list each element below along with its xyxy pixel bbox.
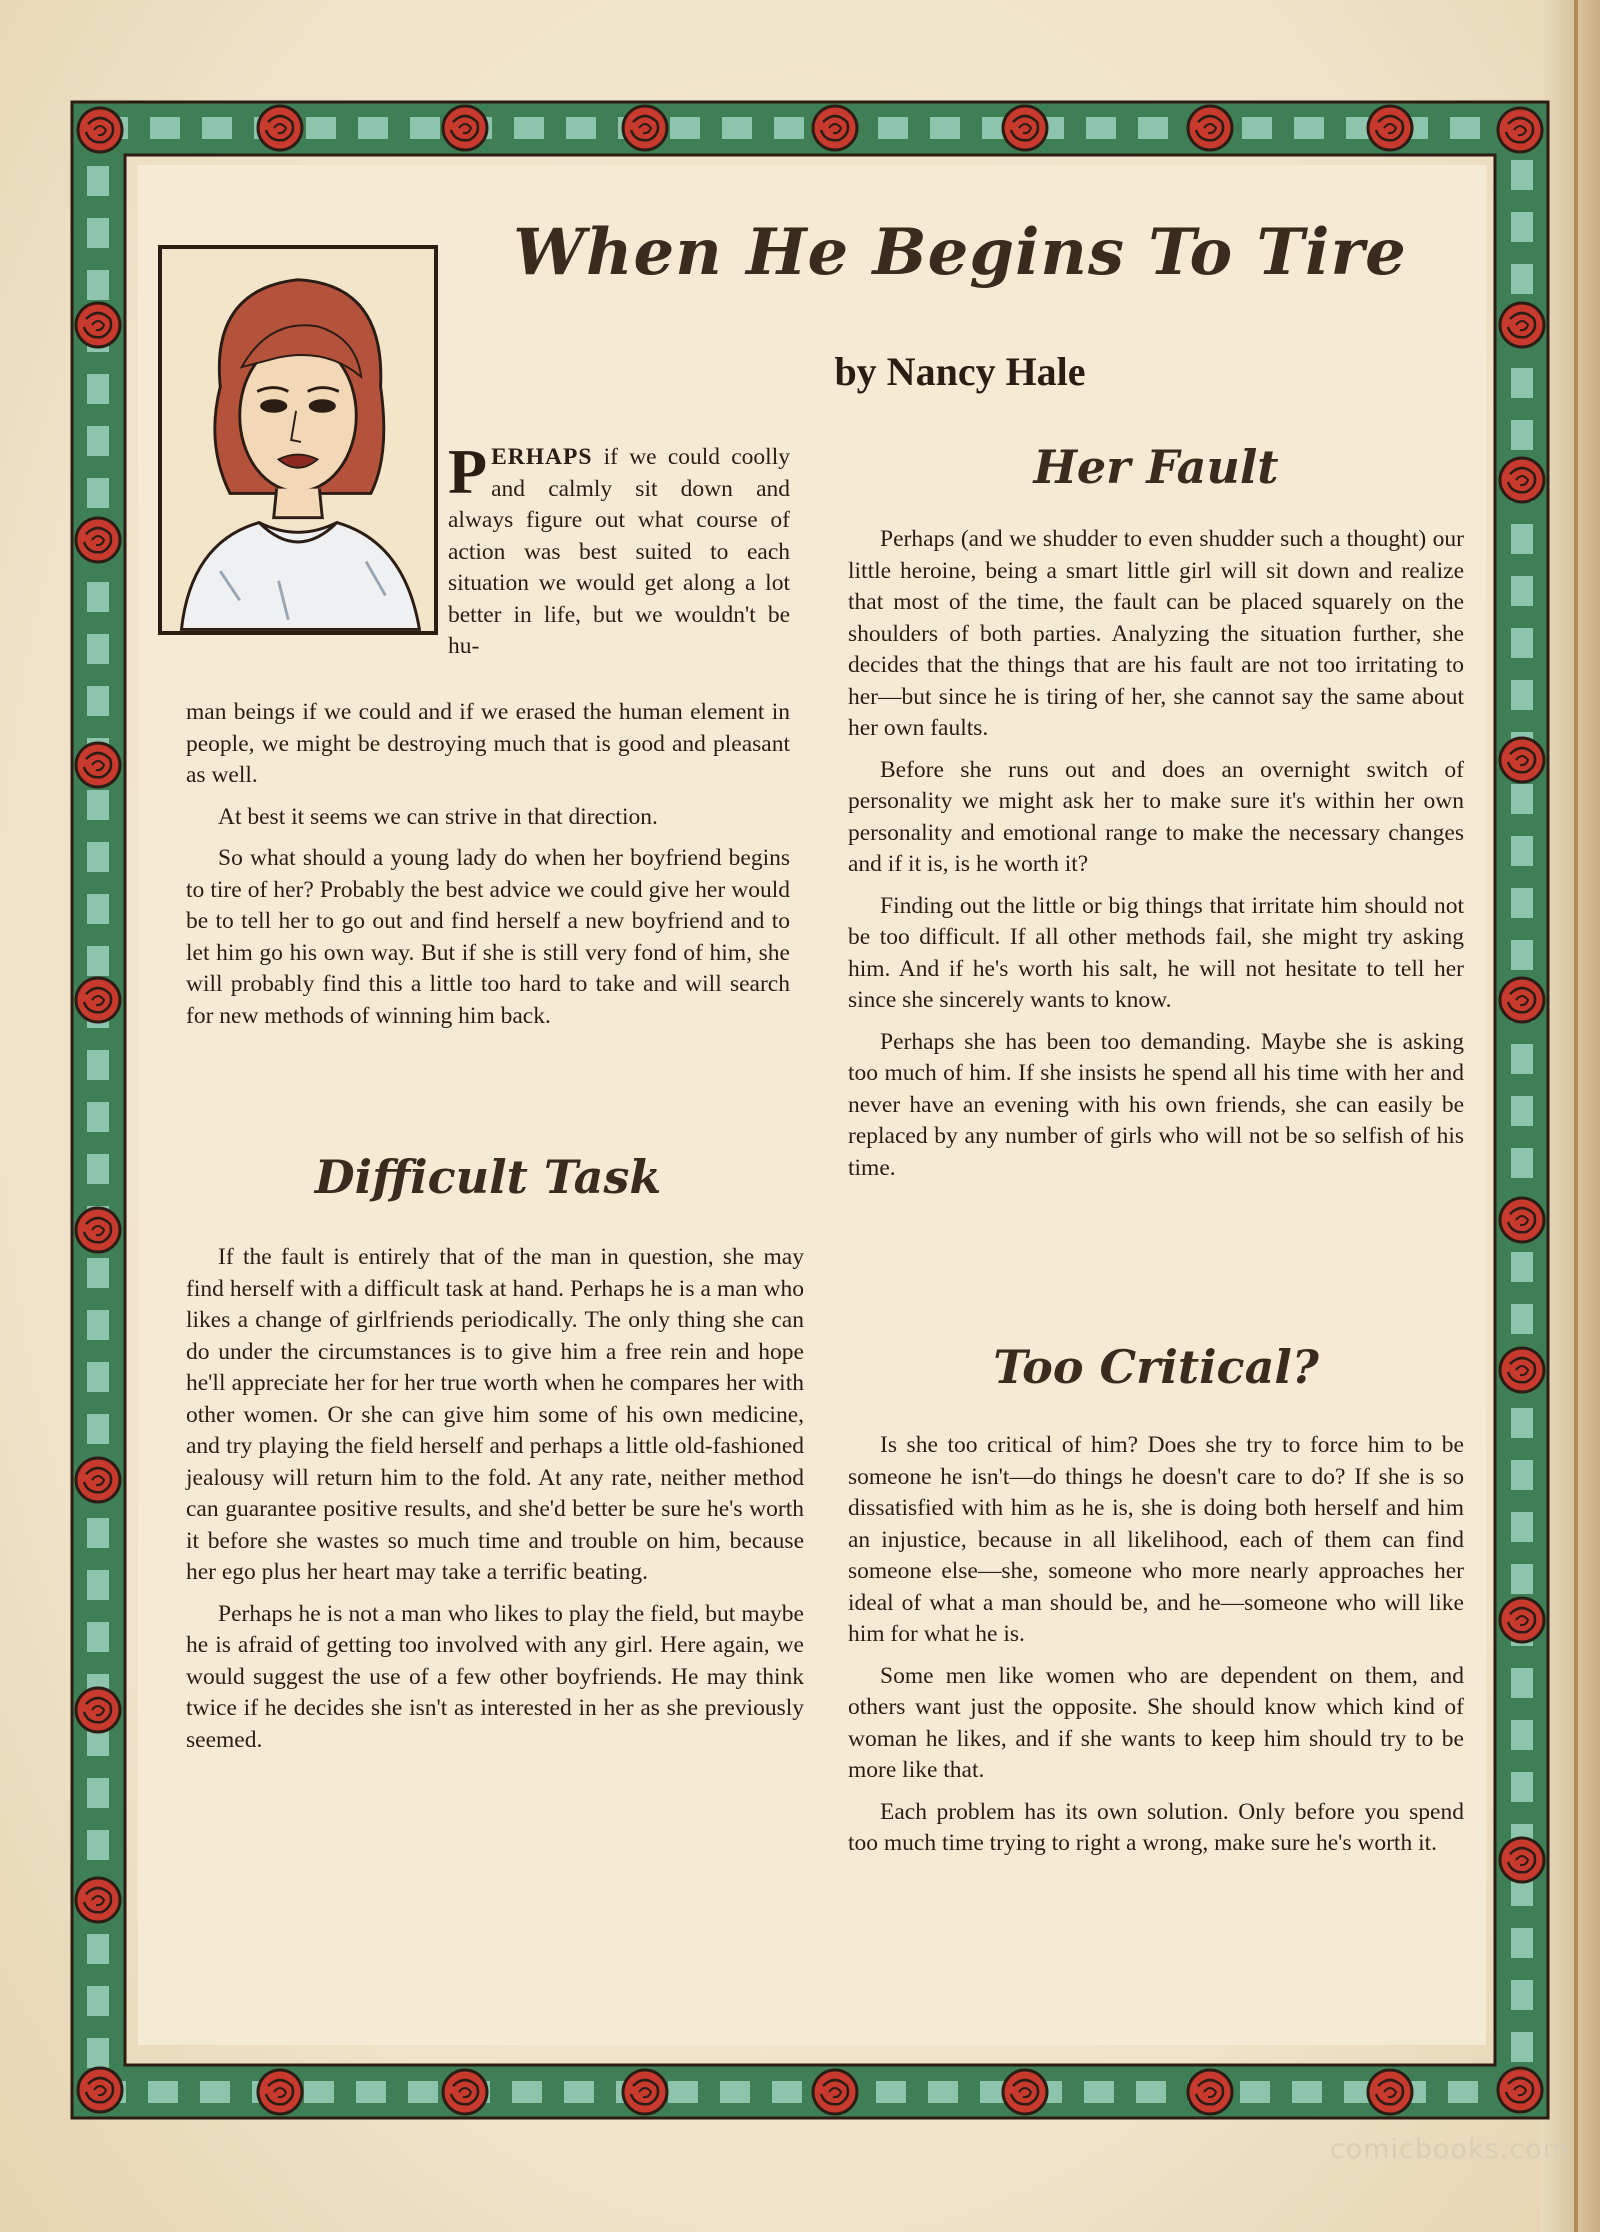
paragraph: Perhaps she has been too demanding. Maybe she is asking too much of him. If she insists he spend all his time with her and never have an evening with his own friends, she can easily be replaced by any number of girls who will not be so selfish of his time. [848,1028,1464,1181]
article-byline: by Nancy Hale [834,349,1086,394]
woman-portrait-illustration [158,245,438,635]
paragraph: Finding out the little or big things that irritate him should not be too difficult. If all other methods fail, she might try asking him. And if he's worth his salt, he will not hesitate to tell her since she sincerely wants to know. [848,892,1464,1013]
left-column-intro [186,697,790,1042]
section-heading-difficult-task: Difficult Task [314,1150,662,1204]
paragraph: Before she runs out and does an overnight switch of personality we might ask her to make sure it's within her own personality and emotional range to make the necessary changes and if it is, is he worth it? [848,756,1464,877]
right-column-section-a [848,524,1464,1194]
paragraph: Each problem has its own solution. Only before you spend too much time trying to right a wrong, make sure he's worth it. [848,1798,1464,1856]
intro-continuation: man beings if we could and if we erased the human element in people, we might be destroying much that is good and pleasant as well. [186,699,790,788]
site-watermark: comicbooks.com [1329,2134,1570,2165]
intro-paragraph [448,436,790,673]
page-edge-rule [1574,0,1578,2232]
section-heading-too-critical: Too Critical? [993,1340,1319,1394]
paragraph: Perhaps (and we shudder to even shudder such a thought) our little heroine, being a smart little girl will sit down and realize that most of the time, the fault can be placed squarely on the shoulders of both parties. Analyzing the situation further, she decides that the things that are his fault are not too irritating to her—but since he is tiring of her, she cannot say the same about her own faults. [848,526,1464,741]
right-column-section-b [848,1430,1464,1870]
paragraph: If the fault is entirely that of the man in question, she may find herself with a difficult task at hand. Perhaps he is a man who likes a change of girlfriends periodically. The only thing she can do under the circumstances is to give him a free rein and hope he'll appreciate her for her true worth when he compares her with other women. Or she can give him some of his own medicine, and try playing the field herself and perhaps a little old-fashioned jealousy will return him to the fold. At any rate, neither method can guarantee positive results, and she'd better be sure he's worth it before she wastes so much time and trouble on him, because her ego plus her heart may take a terrific beating. [186,1244,804,1585]
paragraph: Perhaps he is not a man who likes to play the field, but maybe he is afraid of getting too involved with any girl. Here again, we would suggest the use of a few other boyfriends. He may think twice if he decides she isn't as interested in her as she previously seemed. [186,1600,804,1753]
intro-lead-caps: ERHAPS [491,444,593,470]
paragraph: So what should a young lady do when her boyfriend begins to tire of her? Probably the best advice we could give her would be to tell her to go out and find herself a new boyfriend and to let him go his own way. But if she is still very fond of him, she will probably find this a little too hard to take and will search for new methods of winning him back. [186,845,790,1029]
paragraph: Is she too critical of him? Does she try to force him to be someone he isn't—do things he doesn't care to do? If she is so dissatisfied with him as he is, she is doing both herself and him an injustice, because in all likelihood, each of them can find someone else—she, someone who more nearly approaches her ideal of what a man should be, and he—someone who will like him for what he is. [848,1432,1464,1647]
left-column-section [186,1242,804,1766]
article-title: When He Begins To Tire [513,215,1407,290]
drop-cap: P [448,436,488,507]
intro-text: if we could coolly and calmly sit down and always figure out what course of action was best suited to each situation we would get along a lot better in life, but we wouldn't be hu- [448,444,790,659]
section-heading-her-fault: Her Fault [1033,440,1279,494]
paragraph: Some men like women who are dependent on them, and others want just the opposite. She should know which kind of woman he likes, and if she wants to keep him should try to be more like that. [848,1662,1464,1783]
paragraph: At best it seems we can strive in that direction. [218,803,658,830]
